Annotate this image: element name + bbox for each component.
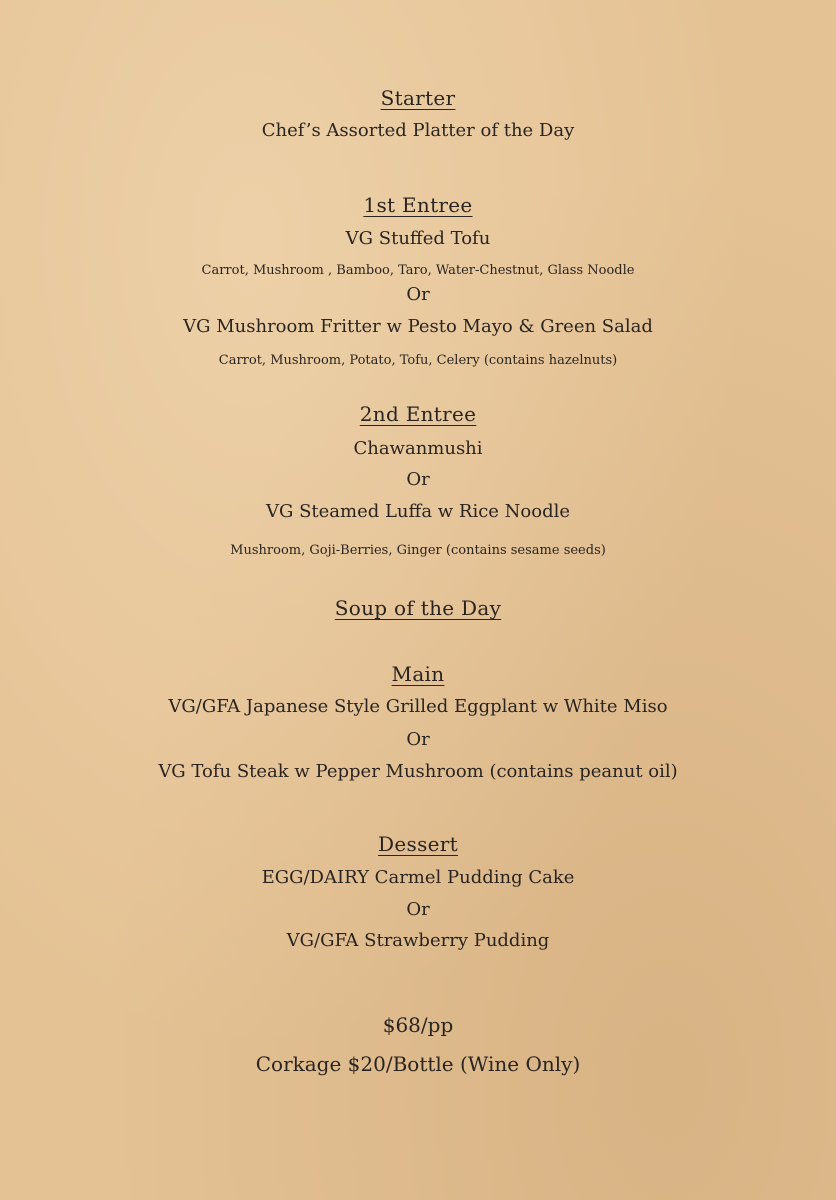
main-section <box>0 662 836 686</box>
entree2-option2: VG Steamed Luffa w Rice Noodle <box>265 501 571 522</box>
main-heading: Main <box>391 662 445 686</box>
dessert-section <box>0 832 836 856</box>
entree1-option1-detail: Carrot, Mushroom , Bamboo, Taro, Water-Chestnut, Glass Noodle <box>201 263 635 278</box>
dessert-or: Or <box>406 899 430 920</box>
entree1-option2-detail: Carrot, Mushroom, Potato, Tofu, Celery (contains hazelnuts) <box>218 353 618 368</box>
entree1-option1: VG Stuffed Tofu <box>345 228 491 249</box>
soup-section <box>0 596 836 620</box>
entree1-section <box>0 193 836 217</box>
entree2-option2-detail: Mushroom, Goji-Berries, Ginger (contains sesame seeds) <box>230 543 606 558</box>
price: $68/pp <box>382 1013 454 1037</box>
dessert-option2: VG/GFA Strawberry Pudding <box>286 930 550 951</box>
entree2-section <box>0 402 836 426</box>
main-option1: VG/GFA Japanese Style Grilled Eggplant w White Miso <box>168 696 668 717</box>
starter-item: Chef’s Assorted Platter of the Day <box>261 120 575 141</box>
corkage-note: Corkage $20/Bottle (Wine Only) <box>255 1052 581 1076</box>
main-option2: VG Tofu Steak w Pepper Mushroom (contains peanut oil) <box>158 761 678 782</box>
entree2-option1: Chawanmushi <box>353 438 483 459</box>
entree1-heading: 1st Entree <box>363 193 473 217</box>
main-or: Or <box>406 729 430 750</box>
starter-heading: Starter <box>380 86 456 110</box>
dessert-heading: Dessert <box>378 832 458 856</box>
soup-heading: Soup of the Day <box>334 596 502 620</box>
starter-section <box>0 86 836 110</box>
entree1-or: Or <box>406 284 430 305</box>
entree1-option2: VG Mushroom Fritter w Pesto Mayo & Green Salad <box>183 316 653 337</box>
dessert-option1: EGG/DAIRY Carmel Pudding Cake <box>261 867 575 888</box>
entree2-heading: 2nd Entree <box>359 402 477 426</box>
entree2-or: Or <box>406 469 430 490</box>
